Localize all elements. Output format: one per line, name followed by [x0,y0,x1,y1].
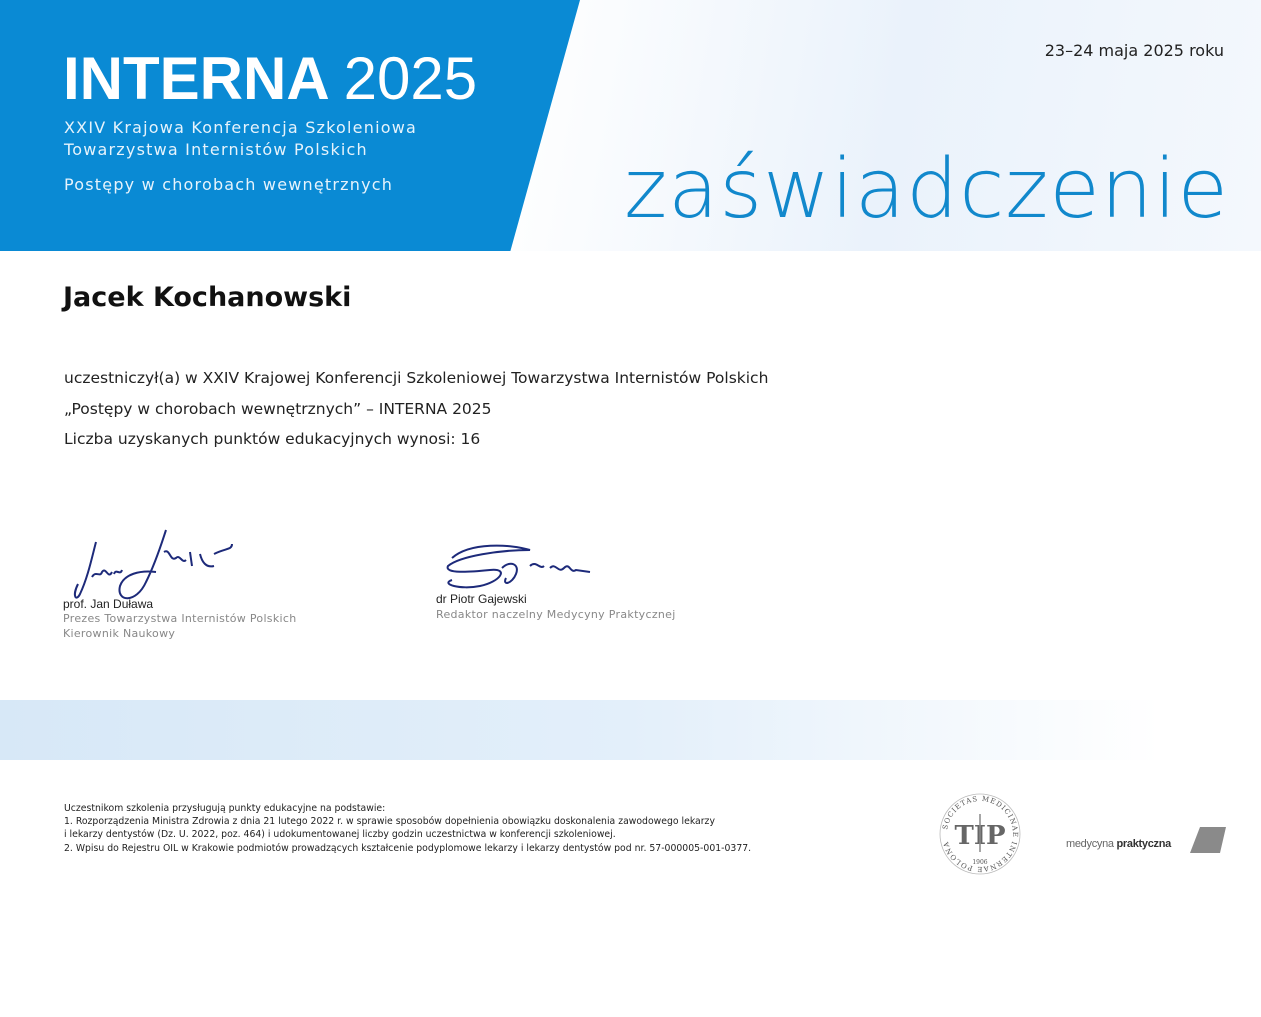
certificate-body-line1: uczestniczył(a) w XXIV Krajowej Konferencji Szkoleniowej Towarzystwa Internistów Polskich [64,369,769,387]
certificate-body-line3: Liczba uzyskanych punktów edukacyjnych wynosi: 16 [64,430,481,448]
signatory-role-1a: Prezes Towarzystwa Internistów Polskich [63,612,297,625]
signatory-role-1b: Kierownik Naukowy [63,627,176,640]
signature-image-gajewski [440,540,605,595]
mp-logo-text [1066,838,1171,850]
conference-subtitle-line1: XXIV Krajowa Konferencja Szkoleniowa [64,118,417,137]
conference-date: 23–24 maja 2025 roku [1044,41,1224,60]
document-type-title: zaświadczenie [624,142,1229,237]
mp-logo-mark [1190,827,1226,853]
mp-logo-bold: praktyczna [1116,838,1171,850]
certificate-body-line2: „Postępy w chorobach wewnętrznych” – INTERNA 2025 [64,400,492,418]
footer-item1-line2: i lekarzy dentystów (Dz. U. 2022, poz. 464) i udokumentowanej liczby godzin uczestnictwa w konferencji szkoleniowej. [64,829,616,840]
conference-title-name: INTERNA [63,45,330,112]
signatory-role-2a: Redaktor naczelny Medycyny Praktycznej [436,608,676,621]
conference-tagline: Postępy w chorobach wewnętrznych [64,175,394,194]
participant-name: Jacek Kochanowski [63,282,352,313]
certificate-header [0,0,1261,251]
decorative-band [0,700,1261,760]
tip-society-seal-logo [938,792,1022,876]
svg-text:TIP: TIP [954,821,1006,851]
svg-text:1906: 1906 [972,859,988,866]
mp-logo-light: medycyna [1066,838,1114,850]
footer-intro: Uczestnikom szkolenia przysługują punkty edukacyjne na podstawie: [64,803,386,814]
footer-item2: 2. Wpisu do Rejestru OIL w Krakowie podmiotów prowadzących kształcenie podyplomowe lekarzy i lekarzy dentystów pod nr. 57-000005-001-0377. [64,843,752,854]
conference-title-year: 2025 [343,45,478,112]
signatory-name-1: prof. Jan Duława [63,597,154,611]
footer-item1-line1: 1. Rozporządzenia Ministra Zdrowia z dnia 21 lutego 2022 r. w sprawie sposobów dopełnienia obowiązku doskonalenia zawodowego lekarzy [64,816,715,827]
conference-subtitle-line2: Towarzystwa Internistów Polskich [64,140,368,159]
svg-text:SOCIETAS MEDICINAE INTERNAE PO: SOCIETAS MEDICINAE INTERNAE POLONA [941,794,1020,874]
signatory-name-2: dr Piotr Gajewski [436,592,527,606]
conference-title [63,44,477,114]
